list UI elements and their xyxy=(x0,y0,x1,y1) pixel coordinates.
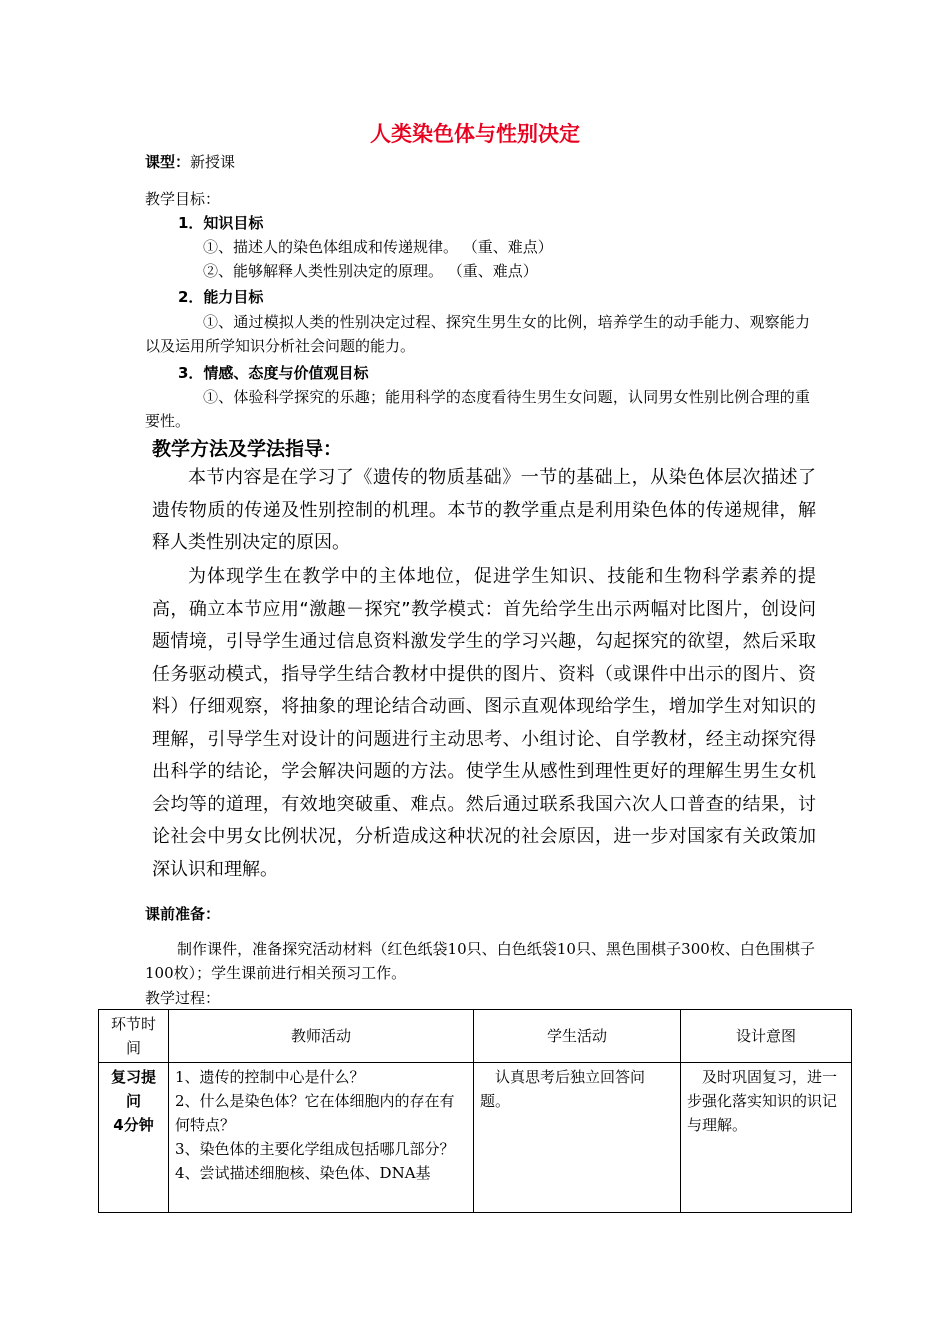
student-activity-cell xyxy=(474,1063,681,1213)
course-type-value: 新授课 xyxy=(190,153,236,171)
process-heading: 教学过程： xyxy=(145,989,221,1007)
stage-line: 问 xyxy=(125,1092,141,1110)
teacher-question: 4、尝试描述细胞核、染色体、DNA基 xyxy=(175,1164,431,1182)
design-intent-cell xyxy=(681,1063,852,1213)
preparation-text: 制作课件，准备探究活动材料（红色纸袋10只、白色纸袋10只、黑色围棋子300枚、白色围棋子100枚）；学生课前进行相关预习工作。 xyxy=(145,940,815,982)
process-table xyxy=(98,1009,852,1213)
student-activity-text: 认真思考后独立回答问题。 xyxy=(480,1068,646,1110)
column-header-student: 学生活动 xyxy=(474,1010,681,1063)
document-title: 人类染色体与性别决定 xyxy=(370,122,580,146)
column-header-teacher: 教师活动 xyxy=(169,1010,474,1063)
table-row xyxy=(99,1063,852,1213)
column-header-stage: 环节时间 xyxy=(99,1010,169,1063)
emotion-text: ①、体验科学探究的乐趣；能用科学的态度看待生男生女问题，认同男女性别比例合理的重要性。 xyxy=(145,388,810,430)
teacher-question: 3、染色体的主要化学组成包括哪几部分？ xyxy=(175,1140,455,1158)
design-intent-text: 及时巩固复习，进一步强化落实知识的识记与理解。 xyxy=(687,1068,838,1134)
stage-cell xyxy=(99,1063,169,1213)
stage-line: 4分钟 xyxy=(113,1116,154,1134)
method-paragraph-1: 本节内容是在学习了《遗传的物质基础》一节的基础上，从染色体层次描述了遗传物质的传递及性别控制的机理。本节的教学重点是利用染色体的传递规律，解释人类性别决定的原因。 xyxy=(152,467,816,553)
teacher-activity-cell xyxy=(169,1063,474,1213)
emotion-heading: 3．情感、态度与价值观目标 xyxy=(178,364,369,382)
column-header-intent: 设计意图 xyxy=(681,1010,852,1063)
knowledge-item-1: ①、描述人的染色体组成和传递规律。 （重、难点） xyxy=(203,238,553,256)
method-paragraph-2: 为体现学生在教学中的主体地位，促进学生知识、技能和生物科学素养的提高，确立本节应用“激趣－探究”教学模式：首先给学生出示两幅对比图片，创设问题情境，引导学生通过信息资料激发学生的学习兴趣，勾起探究的欲望，然后采取任务驱动模式，指导学生结合教材中提供的图片、资料（或课件中出示的图片、资料）仔细观察，将抽象的理论结合动画、图示直观体现给学生，增加学生对知识的理解，引导学生对设计的问题进行主动思考、小组讨论、自学教材，经主动探究得出科学的结论，学会解决问题的方法。使学生从感性到理性更好的理解生男生女机会均等的道理，有效地突破重、难点。然后通过联系我国六次人口普查的结果，讨论社会中男女比例状况，分析造成这种状况的社会原因，进一步对国家有关政策加深认识和理解。 xyxy=(152,566,816,880)
knowledge-heading: 1．知识目标 xyxy=(178,214,264,232)
stage-line: 复习提 xyxy=(110,1068,156,1086)
course-type-label: 课型： xyxy=(145,153,191,171)
course-type xyxy=(145,150,235,174)
teacher-question: 1、遗传的控制中心是什么？ xyxy=(175,1068,365,1086)
ability-text: ①、通过模拟人类的性别决定过程、探究生男生女的比例，培养学生的动手能力、观察能力以及运用所学知识分析社会问题的能力。 xyxy=(145,313,810,355)
ability-heading: 2．能力目标 xyxy=(178,288,264,306)
preparation-heading: 课前准备： xyxy=(145,905,221,923)
objectives-heading: 教学目标： xyxy=(145,190,221,208)
table-header-row xyxy=(99,1010,852,1063)
method-heading: 教学方法及学法指导： xyxy=(152,438,343,460)
knowledge-item-2: ②、能够解释人类性别决定的原理。 （重、难点） xyxy=(203,262,538,280)
teacher-question: 2、什么是染色体？它在体细胞内的存在有何特点？ xyxy=(175,1092,455,1134)
